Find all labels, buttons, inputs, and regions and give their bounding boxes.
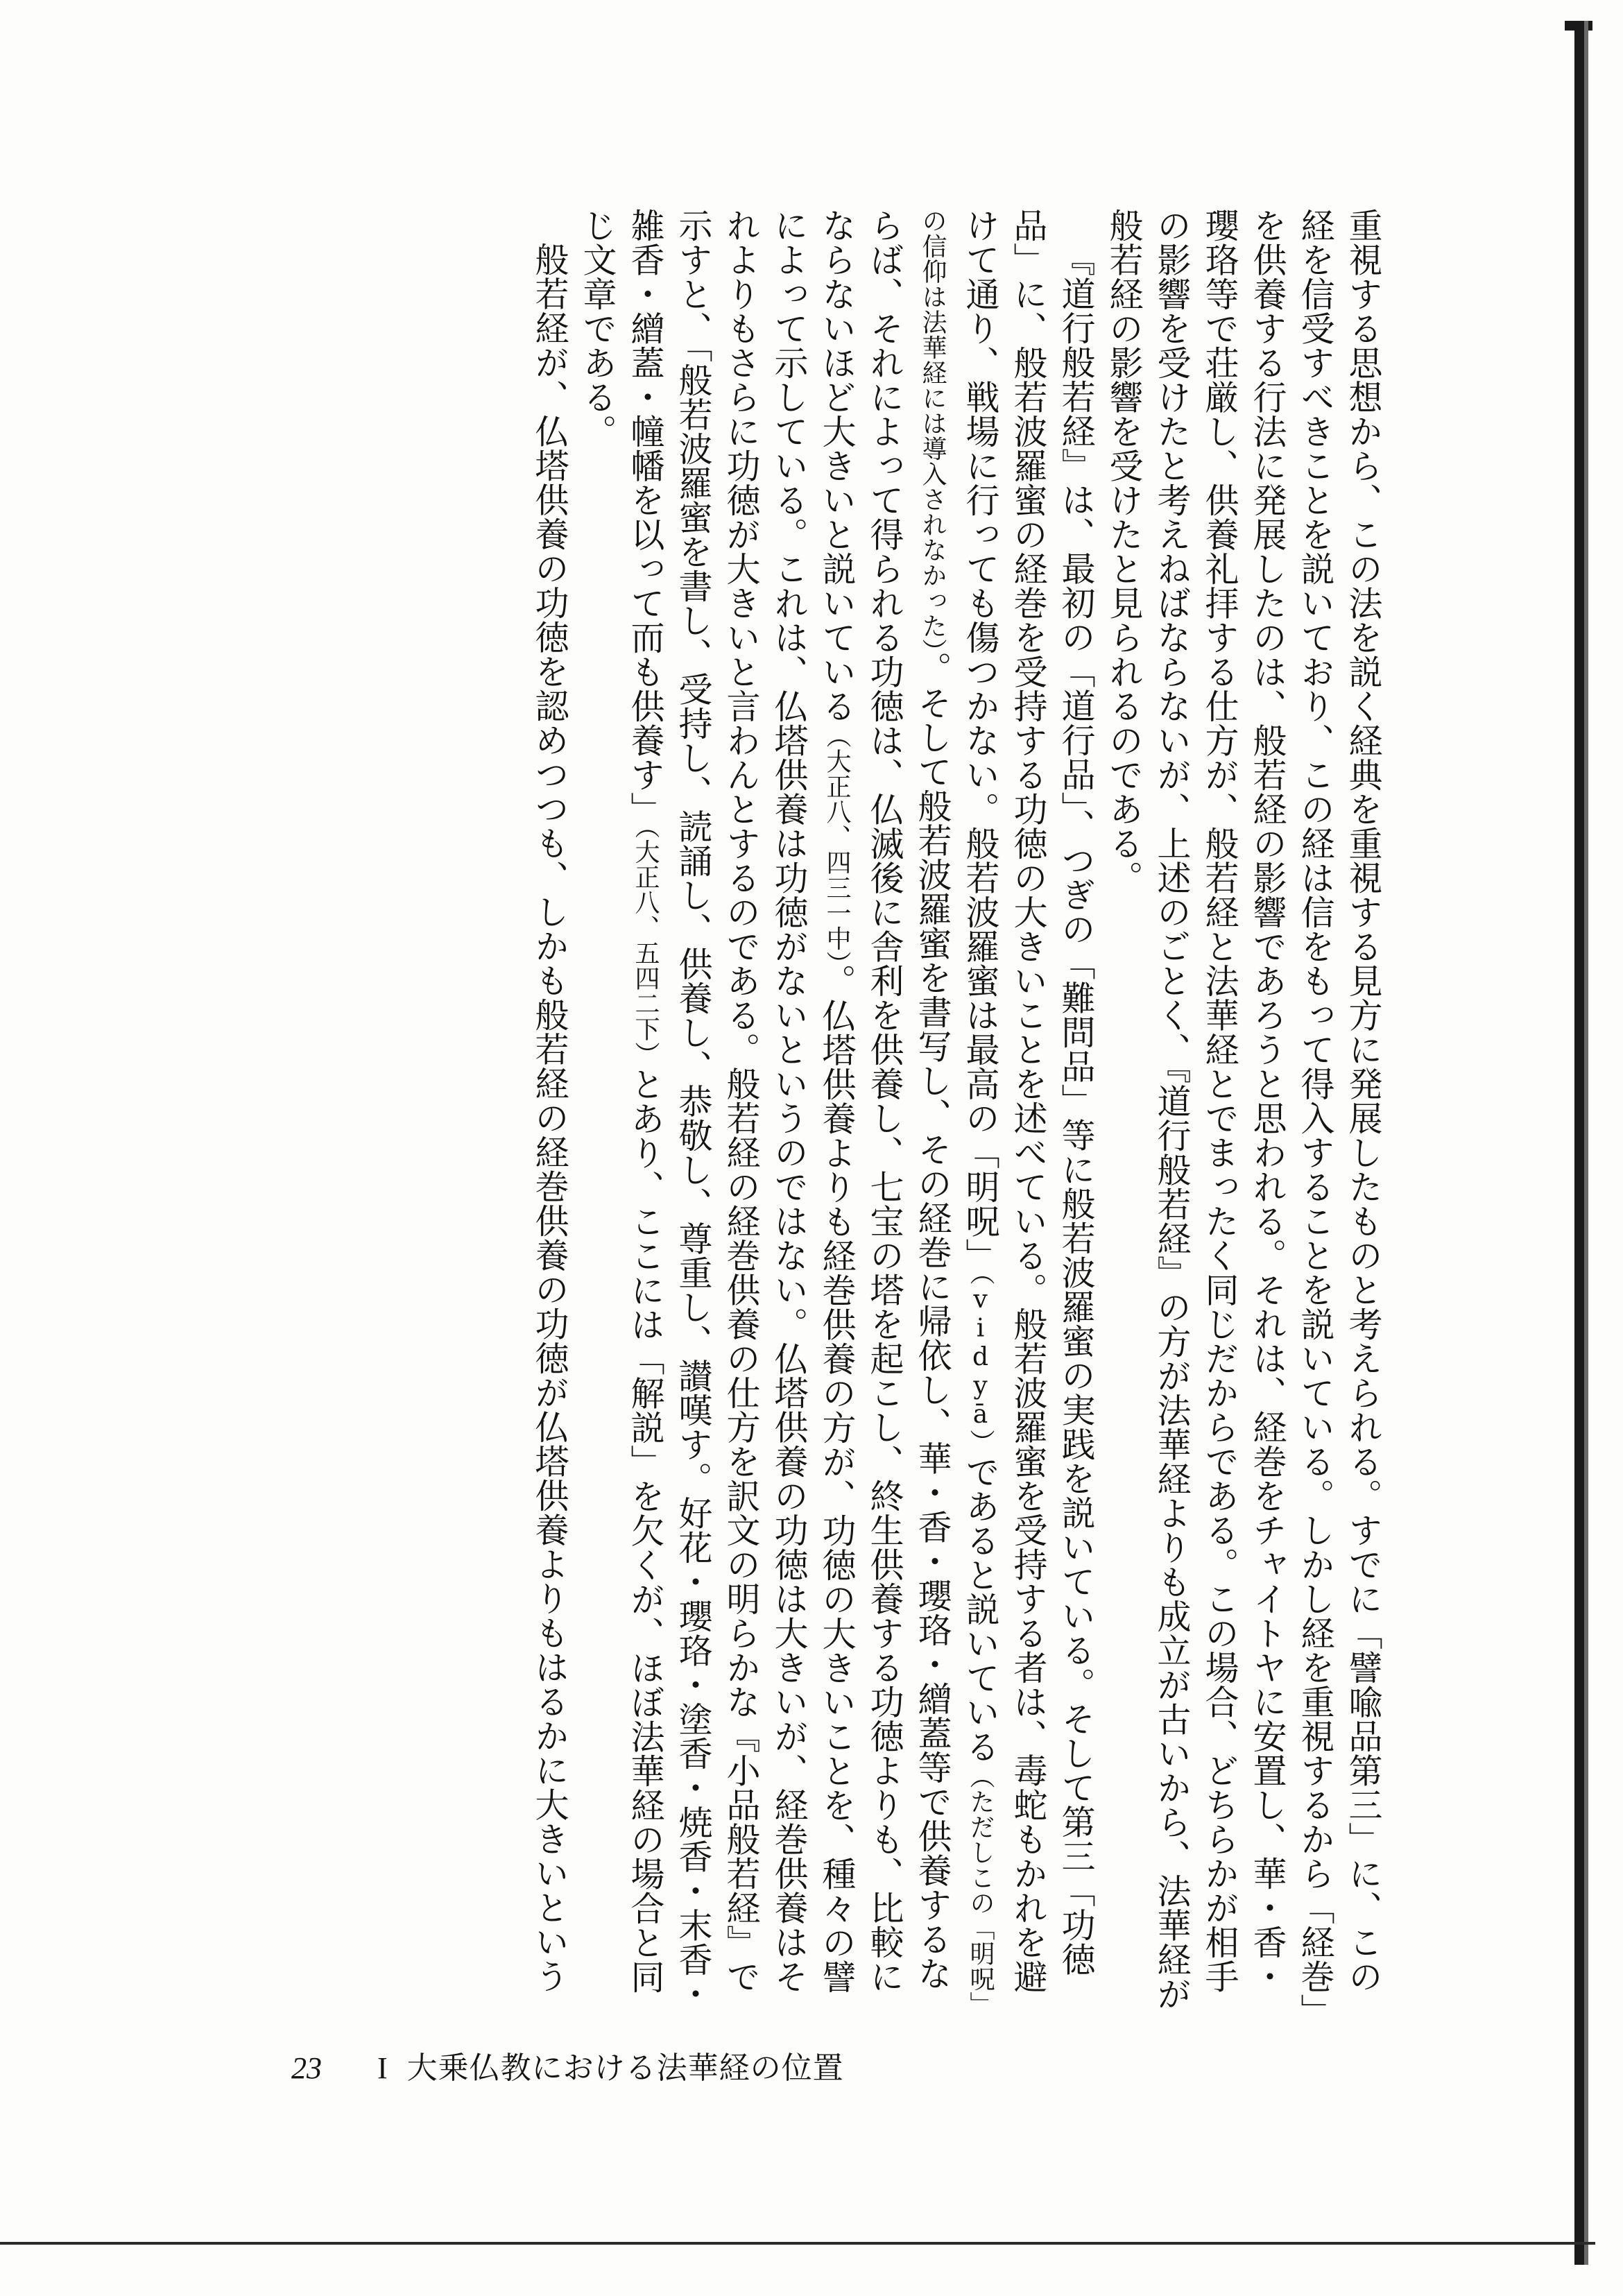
annotation-text: （ただしこの「明呪」の信仰は法華経には導入されなかった）	[918, 208, 995, 2005]
paragraph-3	[526, 208, 574, 2012]
page-bottom-edge	[0, 2242, 1595, 2245]
body-segment: 『道行般若経』は、最初の「道行品」、つぎの「難問品」等に般若波羅蜜の実践を説いている。そして第三「功徳品」に、般若波羅蜜の経巻を受持する功徳の大きいことを述べている。般若波羅蜜を受持する者は、毒蛇もかれを避けて通り、戦場に行っても傷つかない。般若波羅蜜は最高の「明呪」	[961, 208, 1096, 1994]
body-segment: 重視する思想から、この法を説く経典を重視する見方に発展したものと考えられる。すでに「譬喩品第三」に、この経を信受すべきことを説いており、この経は信をもって得入することを説いている。しかし経を重視するから「経巻」を供養する行法に発展したのは、般若経の影響であろうと思われる。それは、経巻をチャイトヤに安置し、華・香・瓔珞等で荘厳し、供養礼拝する仕方が、般若経と法華経とでまったく同じだからである。この場合、どちらかが相手の影響を受けたと考えねばならないが、上述のごとく、『道行般若経』の方が法華経よりも成立が古いから、法華経が般若経の影響を受けたと見られるのである。	[1104, 208, 1383, 2011]
binding-shadow	[1574, 21, 1584, 2265]
paragraph-1	[1100, 208, 1387, 2012]
chapter-title: 大乗仏教における法華経の位置	[406, 2050, 844, 2086]
binding-highlight	[1584, 21, 1588, 2265]
body-segment: 。仏塔供養よりも経巻供養の方が、功徳の大きいことを、種々の譬によって示している。これは、仏塔供養は功徳がないというのではない。仏塔供養の功徳は大きいが、経巻供養はそれよりもさらに功徳が大きいと言わんとするのである。般若経の経巻供養の仕方を訳文の明らかな『小品般若経』で示すと、「般若波羅蜜を書し、受持し、読誦し、供養し、恭敬し、尊重し、讃嘆す。好花・瓔珞・塗香・焼香・末香・雑香・繒蓋・幢幡を以って而も供養す」	[626, 208, 857, 2011]
body-segment: 般若経が、仏塔供養の功徳を認めつつも、しかも般若経の経巻供養の功徳が仏塔供養よりもはるかに大きいという	[530, 242, 569, 1994]
annotation-text: （大正八、四三一中）	[823, 723, 851, 964]
chapter-numeral: I	[377, 2051, 388, 2085]
body-segment: 。そして般若波羅蜜を書写し、その経巻に帰依し、華・香・瓔珞・繒蓋等で供養するならば、それによって得られる功徳は、仏滅後に舎利を供養し、七宝の塔を起こし、終生供養する功徳よりも、比較にならないほど大きいと説いている	[817, 208, 952, 1994]
annotation-text: （vidyā）	[966, 1272, 995, 1455]
body-text	[284, 208, 1387, 2012]
book-binding-edge	[1565, 21, 1597, 2265]
page-footer	[291, 2043, 844, 2087]
body-segment: とあり、ここには「解説」を欠くが、ほぼ法華経の場合と同じ文章である。	[578, 208, 665, 1994]
annotation-text: （大正八、五四二下）	[631, 826, 660, 1067]
paragraph-2	[574, 208, 1100, 2012]
body-segment: であると説いている	[961, 1455, 1000, 1764]
page-number: 23	[291, 2051, 322, 2085]
